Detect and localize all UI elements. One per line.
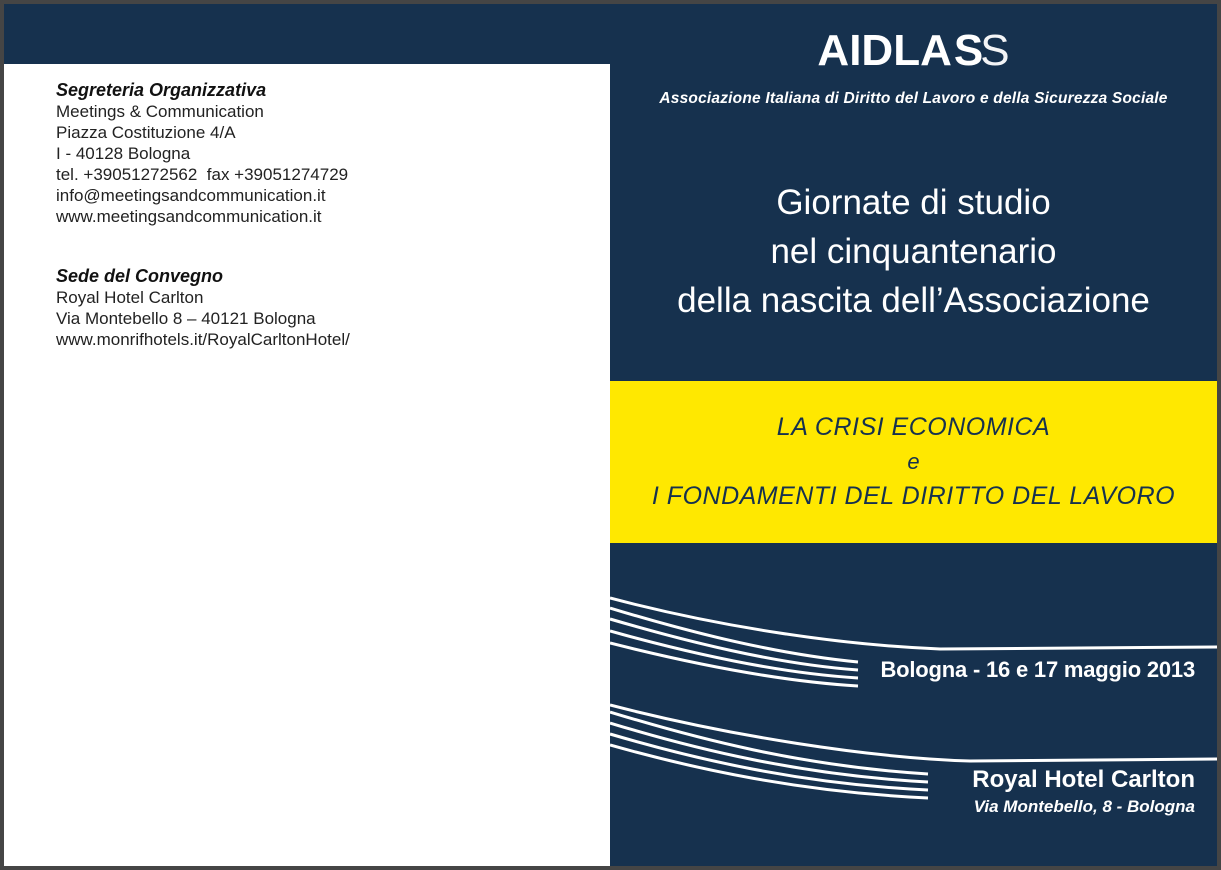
event-title (610, 178, 1217, 325)
secretariat-line: Piazza Costituzione 4/A (56, 123, 236, 142)
front-cover-panel (610, 4, 1217, 866)
theme-line-2: I FONDAMENTI DEL DIRITTO DEL LAVORO (651, 482, 1176, 510)
back-cover-panel (4, 64, 610, 866)
secretariat-phone-fax: tel. +39051272562 fax +39051274729 (56, 165, 349, 184)
event-title-line: della nascita dell’Associazione (677, 281, 1150, 320)
association-full-name: Associazione Italiana di Diritto del Lavoro e della Sicurezza Sociale (659, 90, 1168, 107)
venue-hotel-name: Royal Hotel Carlton (56, 288, 204, 307)
aidlass-logo-segment: A (920, 26, 952, 75)
aidlass-logo (610, 28, 1217, 74)
venue-address: Via Montebello 8 – 40121 Bologna (56, 309, 316, 328)
secretariat-block (56, 64, 610, 227)
venue-heading: Sede del Convegno (56, 266, 224, 286)
venue-website: www.monrifhotels.it/RoyalCarltonHotel/ (56, 330, 350, 349)
theme-conjunction: e (907, 449, 920, 474)
secretariat-heading: Segreteria Organizzativa (56, 80, 267, 100)
aidlass-logo-segment: S (953, 26, 984, 75)
event-title-line: Giornate di studio (776, 183, 1051, 222)
venue-banner-address: Via Montebello, 8 - Bologna (973, 797, 1195, 816)
theme-line-1: LA CRISI ECONOMICA (776, 413, 1051, 441)
venue-block (56, 266, 610, 350)
secretariat-line: I - 40128 Bologna (56, 144, 191, 163)
secretariat-email: info@meetingsandcommunication.it (56, 186, 326, 205)
aidlass-logo-segment: S (980, 26, 1010, 75)
secretariat-website: www.meetingsandcommunication.it (56, 207, 322, 226)
event-date-location: Bologna - 16 e 17 maggio 2013 (880, 657, 1195, 682)
aidlass-logo-segment: AIDL (817, 26, 921, 75)
venue-banner (972, 766, 1195, 817)
secretariat-line: Meetings & Communication (56, 102, 264, 121)
venue-banner-name: Royal Hotel Carlton (972, 766, 1195, 793)
conference-theme-banner (610, 381, 1217, 543)
event-title-line: nel cinquantenario (770, 232, 1057, 271)
